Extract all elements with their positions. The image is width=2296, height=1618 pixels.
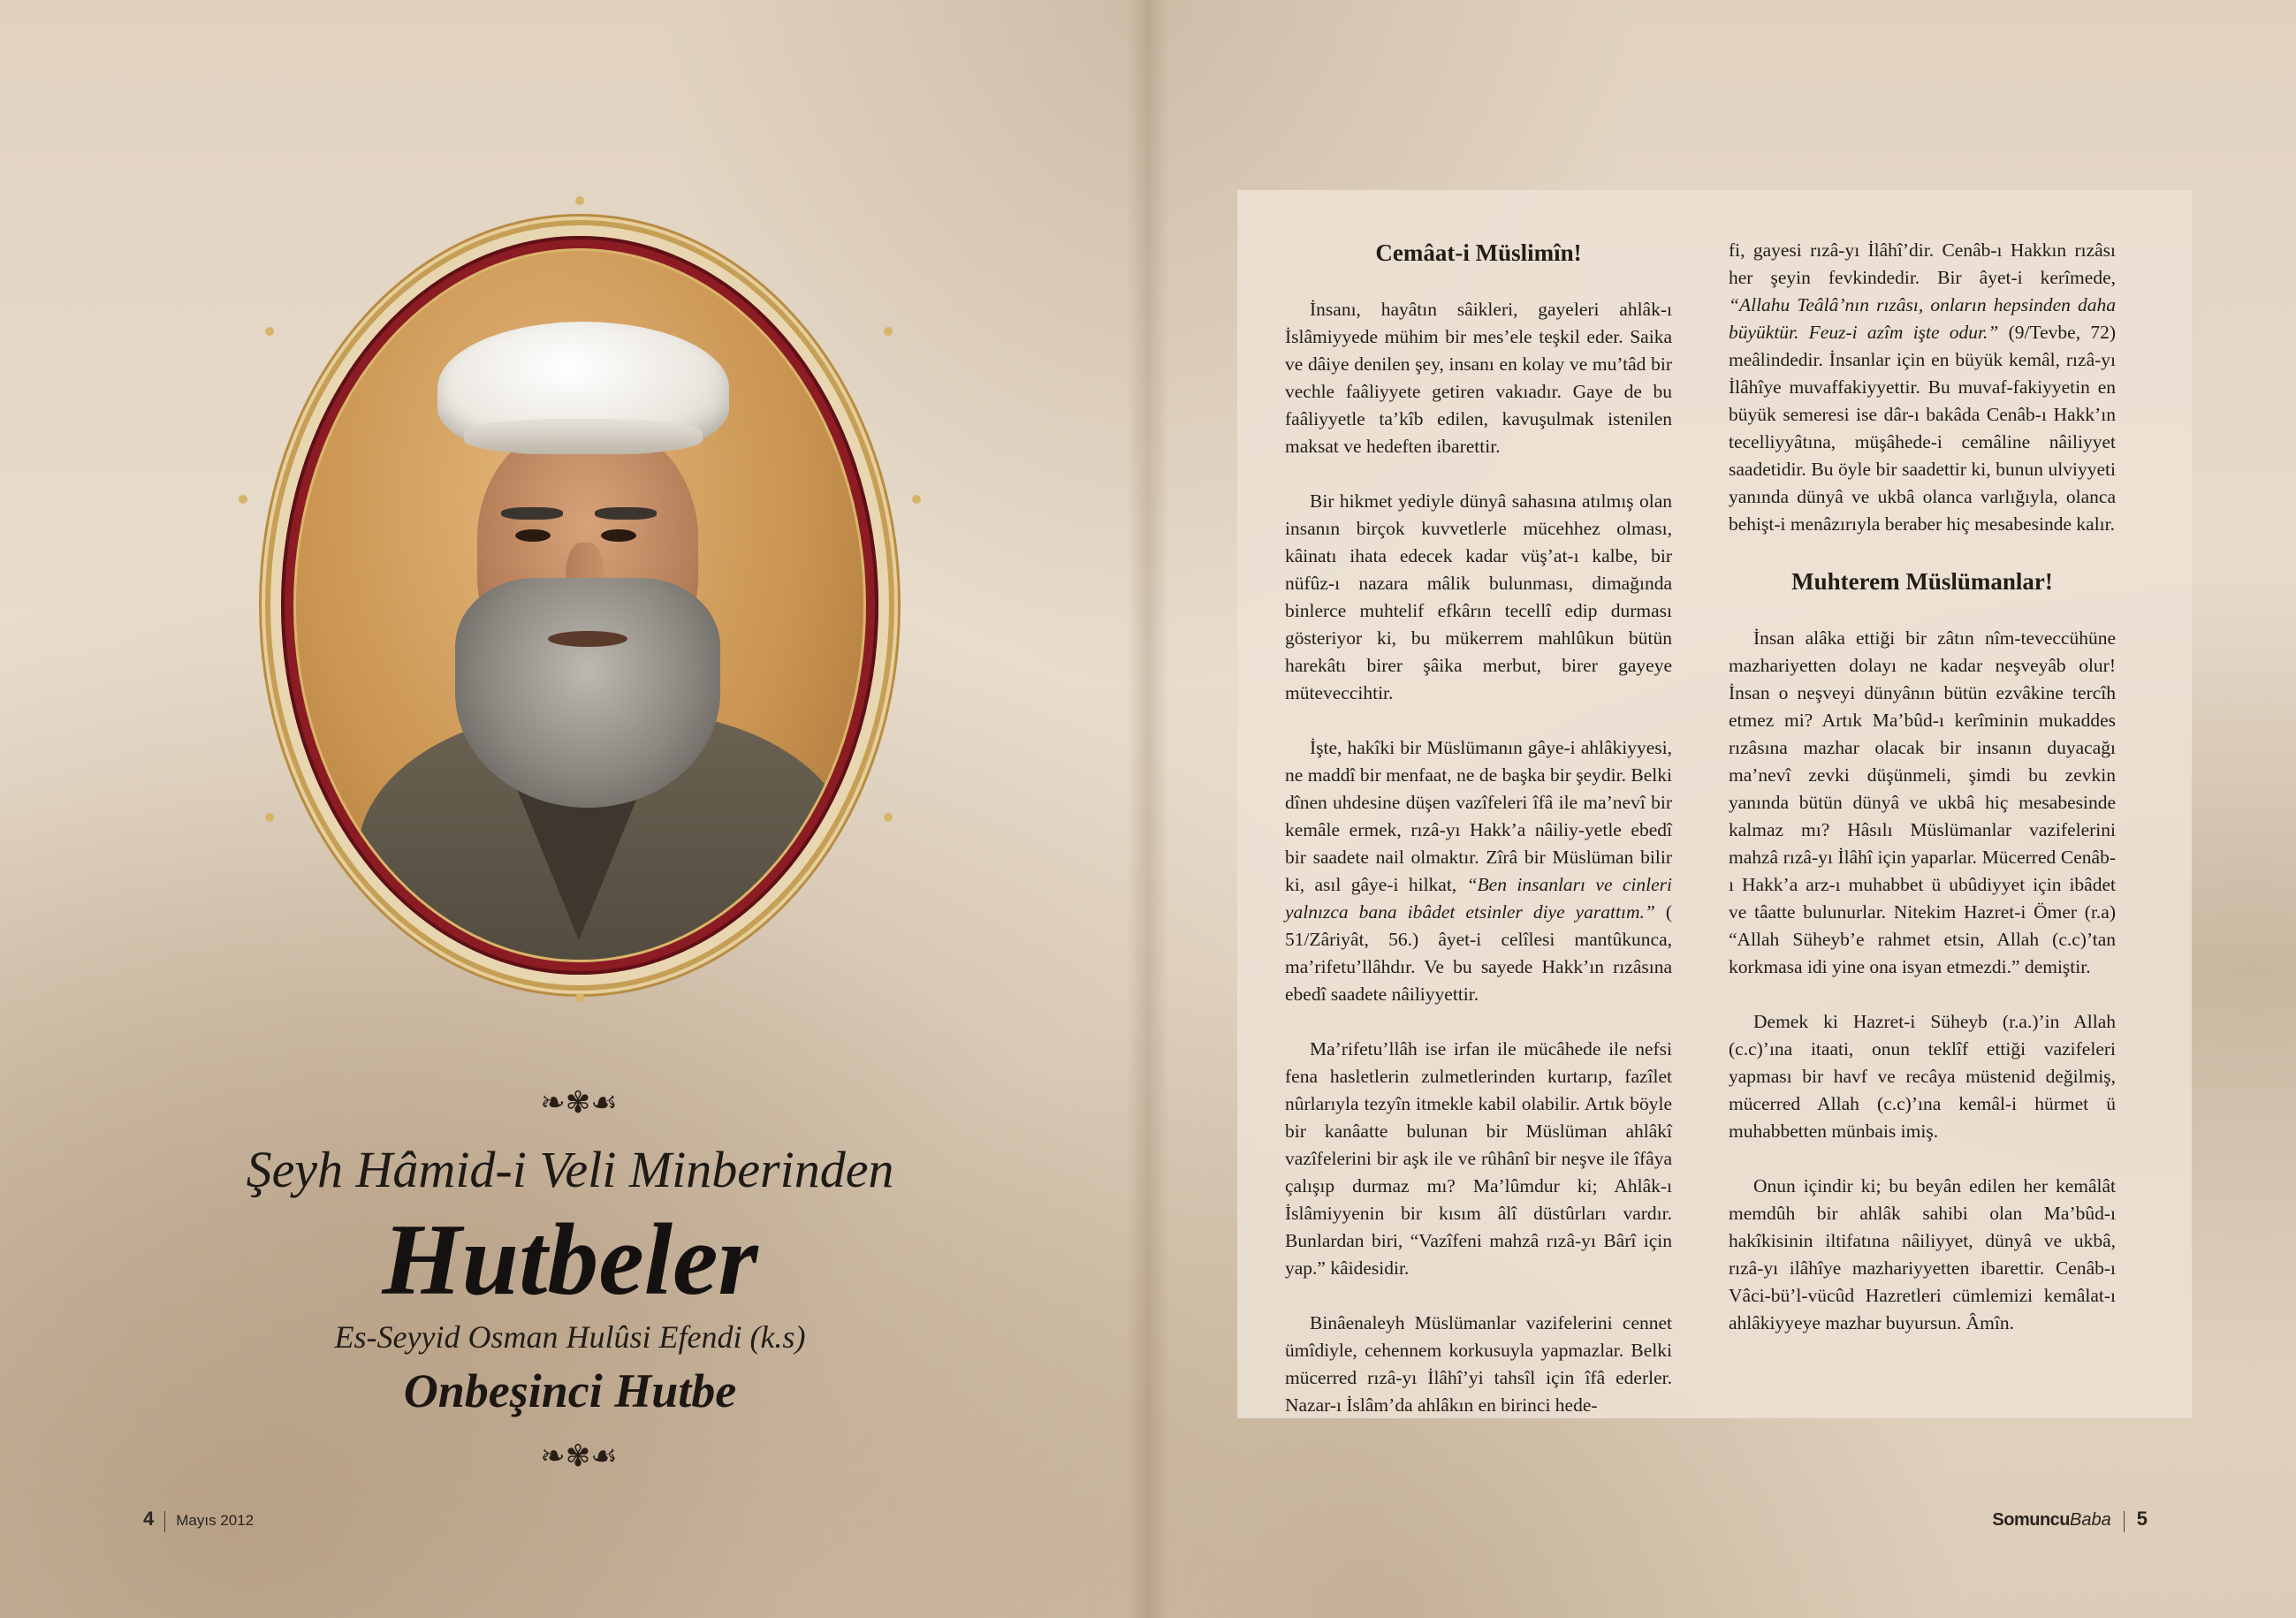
frame-ornament-dot: [265, 813, 274, 822]
folio-divider: [164, 1511, 165, 1532]
quran-quote: “Allahu Teâlâ’nın rızâsı, onların hepsinden daha büyüktür. Feuz-i azîm işte odur.”: [1729, 294, 2116, 343]
right-page-number: 5: [2136, 1508, 2148, 1530]
paragraph-text: (9/Tevbe, 72) meâlindedir. İnsanlar için en büyük kemâl, rızâ-yı İlâhîye muvaffakiyyettir. Bu muvaf-fakiyyetin en büyük semeresi ise dâr-ı bakâda Cenâb-ı Hakk’ın tecelliyyâtına, müşâhede-i cemâline nâiliyyet saadetidir. Bu öyle bir saadettir ki, bunun ulviyyeti yanında dünyâ ve ukbâ olanca varlığıyla, olanca behişt-i menâzırıyla beraber hiç mesabesinde kalır.: [1729, 322, 2116, 535]
portrait-mouth: [548, 631, 627, 647]
paragraph: İnsanı, hayâtın sâikleri, gayeleri ahlâk-ı İslâmiyyede mühim bir mes’ele teşkil eder. Saika ve dâiye denilen şey, insanı en kolay ve mu’tâd bir vechle faâliyyete getiren vakıadır. Gaye de bu faâliyyetle ta’kîb edilen, kavuşulmak istenilen maksat ve hedeften ibarettir.: [1285, 299, 1672, 457]
frame-ornament-dot: [912, 495, 921, 504]
flourish-ornament-icon: ❧✾☙: [540, 1085, 618, 1120]
section-heading: Cemâat-i Müslimîn!: [1375, 239, 1582, 266]
paragraph: İnsan alâka ettiği bir zâtın nîm-teveccühüne mazhariyetten dolayı ne kadar neşveyâb olur! İnsan o neşveyi dünyânın bütün ezvâkine tercîh etmez mi? Artık Ma’bûd-ı kerîminin mukaddes rızâsına mazhar olacak bir insanın duyacağı ma’nevî zevki düşünmeli, şimdi bu zevkin yanında bütün dünyâ ve ukbâ hiç mesabesinde kalmaz mı? Hâsılı Müslümanlar vazifelerini mahzâ rızâ-yı İlâhî için yaparlar. Mücerred Cenâb-ı Hakk’a arz-ı muhabbet ü ubûdiyyet için ibâdet ve tâatte bulunurlar. Nitekim Hazret-i Ömer (r.a) “Allah Süheyb’e rahmet etsin, Allah (c.c)’tan korkmasa idi yine ona isyan etmezdi.” demiştir.: [1729, 627, 2116, 977]
paragraph-text: İşte, hakîki bir Müslümanın gâye-i ahlâkiyyesi, ne maddî bir menfaat, ne de başka bir şeydir. Belki dînen uhdesine düşen vazîfeleri îfâ ile ma’nevî bir kemâle ermek, rızâ-yı Hakk’a nâiliy-yetle ebedî bir saadete nail olmaktır. Zîrâ bir Müslüman bilir ki, asıl gâye-i hilkat,: [1285, 737, 1672, 895]
portrait-beard: [455, 578, 720, 808]
paragraph: [1729, 237, 2116, 538]
article-title: Hutbeler: [382, 1204, 758, 1317]
folio-divider: [2124, 1511, 2125, 1532]
portrait-image: [293, 248, 866, 962]
frame-ornament-dot: [265, 327, 274, 336]
paragraph-text: fi, gayesi rızâ-yı İlâhî’dir. Cenâb-ı Hakkın rızâsı her şeyin fevkindedir. Bir âyet-i kerîmede,: [1729, 239, 2116, 288]
frame-ornament-dot: [575, 993, 584, 1002]
right-folio: [1992, 1508, 2148, 1532]
sermon-number: Onbeşinci Hutbe: [403, 1364, 737, 1417]
paragraph-text: ( 51/Zâriyât, 56.) âyet-i celîlesi mantûkunca, ma’rifetu’llâhdır. Ve bu sayede Hakk’ın rızâsına ebedî saadete nâiliyyettir.: [1285, 901, 1672, 1005]
frame-ornament-dot: [575, 196, 584, 205]
frame-ornament-dot: [884, 327, 893, 336]
magazine-brand-light: Baba: [2070, 1510, 2111, 1530]
frame-ornament-dot: [239, 495, 247, 504]
frame-ornament-dot: [884, 813, 893, 822]
text-column-2: [1729, 237, 2116, 1364]
paragraph: Binâenaleyh Müslümanlar vazifelerini cennet ümîdiyle, cehennem korkusuyla yapmazlar. Belki mücerred rızâ-yı İlâhî’yi tahsîl için îfâ ederler. Nazar-ı İslâm’da ahlâkın en birinci hede-: [1285, 1312, 1672, 1416]
magazine-brand: Somuncu: [1992, 1510, 2071, 1530]
paragraph: Ma’rifetu’llâh ise irfan ile mücâhede ile nefsi fena hasletlerin zulmetlerinden kurtarıp, fazîlet nûrlarıyla tezyîn itmekle kabil olabilir. Artık böyle bir kanâatte bulunan bir Müslüman ahlâkî vazîfelerini bir aşk ile ve rûhânî bir neşve ile îfâya çalışıp durmaz mı? Ma’lûmdur ki; Ahlâk-ı İslâmiyyenin bir kısım âlî düstûrları vardır. Bunlardan biri, “Vazîfeni mahzâ rızâ-yı Bârî için yap.” kâidesidir.: [1285, 1038, 1672, 1279]
paragraph: Bir hikmet yediyle dünyâ sahasına atılmış olan insanın birçok kuvvetlerle mücehhez olması, kâinatı ihata edecek kadar vüş’at-ı kalbe, bir nüfûz-ı nazara mâlik bulunması, dimağında binlerce muhtelif efkârın tecellî edip durması gösteriyor ki, bu mükerrem mahlûkun bütün harekâtı birer şâika merbut, birer gayeye müteveccihtir.: [1285, 490, 1672, 703]
page-gutter: [1127, 0, 1169, 1618]
portrait-turban-band: [464, 419, 703, 454]
portrait-eye-left: [515, 529, 551, 542]
series-title: Şeyh Hâmid-i Veli Minberinden: [246, 1141, 894, 1198]
quran-quote: “Ben insanları ve cinleri yalnızca bana ibâdet etsinler diye yarattım.”: [1285, 874, 1672, 923]
paragraph: Onun içindir ki; bu beyân edilen her kemâlât memdûh bir ahlâk sahibi olan Ma’bûd-ı hakîkisinin iltifatına nâiliyyet, dünyâ ve ukbâ, rızâ-yı ilâhîye mazhariyyetten ibarettir. Cenâb-ı Vâci-bü’l-vücûd Hazretleri cümlemizi kemâlat-ı ahlâkiyyeye mazhar buyursun. Âmîn.: [1729, 1175, 2116, 1333]
paragraph: [1285, 734, 1672, 1008]
left-folio: [143, 1508, 254, 1532]
issue-date: Mayıs 2012: [176, 1512, 255, 1529]
flourish-ornament-icon: ❧✾☙: [540, 1439, 618, 1474]
portrait-brow-right: [595, 507, 657, 520]
portrait-eye-right: [601, 529, 636, 542]
author-name: Es-Seyyid Osman Hulûsi Efendi (k.s): [334, 1319, 806, 1355]
paragraph: Demek ki Hazret-i Süheyb (r.a.)’in Allah (c.c)’ına itaati, onun teklîf ettiği vazifeleri yapması bir havf ve recâya müstenid değilmiş, mücerred Allah (c.c)’ına kemâl-i hürmet ü muhabbetten münbais imiş.: [1729, 1011, 2116, 1142]
left-page-number: 4: [143, 1508, 155, 1530]
text-column-1: [1285, 237, 1672, 1447]
section-heading: Muhterem Müslümanlar!: [1791, 568, 2053, 595]
portrait-brow-left: [501, 507, 563, 520]
